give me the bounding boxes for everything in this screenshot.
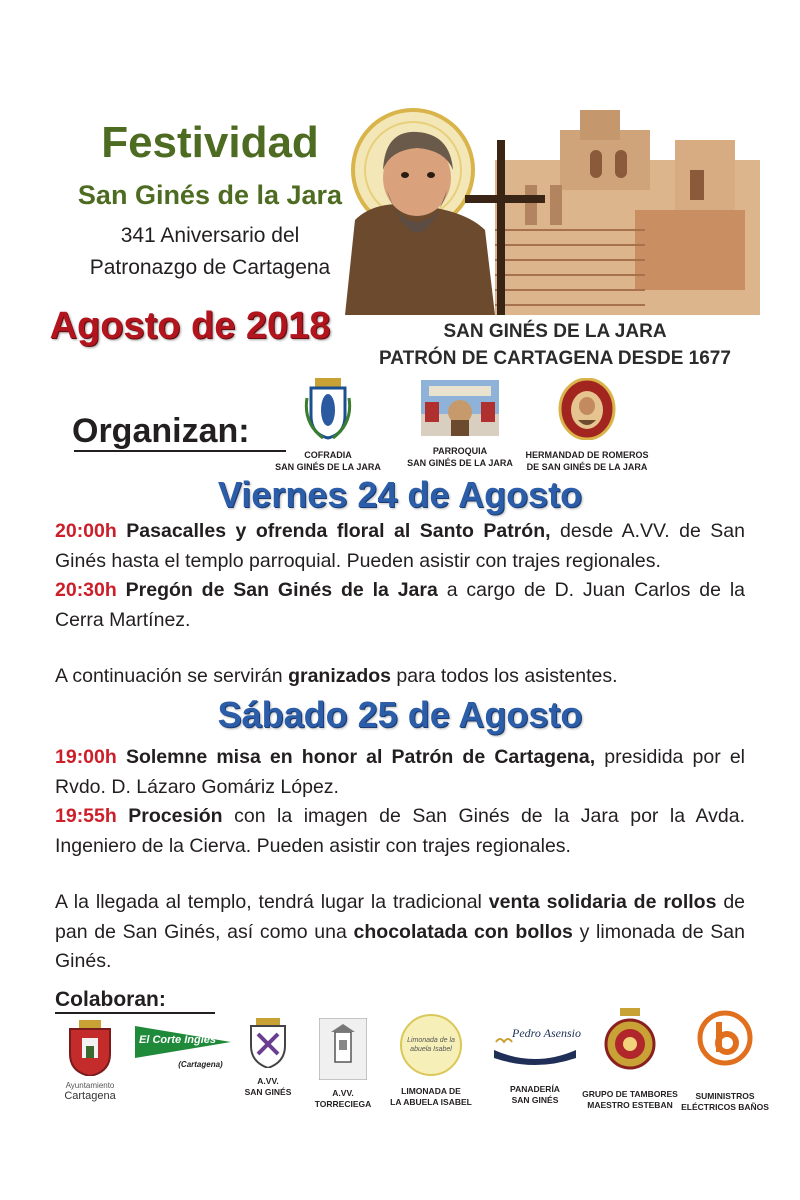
- sponsor-avv-torreciega: [310, 1018, 376, 1110]
- el-corte-ingles-logo: [133, 1024, 233, 1060]
- friday-note-highlight: granizados: [288, 665, 391, 687]
- sponsor-limonada-line-2: LA ABUELA ISABEL: [390, 1097, 472, 1107]
- sponsor-avv-san-gines-line-2: SAN GINÉS: [244, 1087, 292, 1097]
- festival-date: Agosto de 2018: [49, 305, 331, 347]
- organizer-cofradia-line-1: COFRADIA: [304, 450, 352, 460]
- sponsor-tambores-line-1: GRUPO DE TAMBORES: [582, 1089, 678, 1099]
- ayuntamiento-city: Cartagena: [64, 1090, 116, 1102]
- saint-cathedral-illustration: [345, 100, 760, 315]
- el-corte-ingles-text: El Corte Inglés: [139, 1034, 217, 1046]
- saturday-note: [55, 888, 745, 977]
- saturday-event-2: [55, 802, 745, 861]
- sponsor-avv-san-gines: [236, 1018, 300, 1098]
- collaborators-title: Colaboran:: [55, 988, 166, 1011]
- sponsor-ayuntamiento: [58, 1020, 122, 1102]
- friday-note-text-2: para todos los asistentes.: [396, 665, 618, 687]
- organizer-cofradia: [253, 378, 403, 473]
- drum-badge-icon: [602, 1008, 658, 1070]
- medallion-icon: [558, 378, 616, 440]
- friday-event-2-title: Pregón de San Ginés de la Jara: [125, 579, 438, 601]
- ayuntamiento-label: Ayuntamiento: [65, 1081, 115, 1090]
- sponsor-tambores-line-2: MAESTRO ESTEBAN: [587, 1100, 673, 1110]
- sponsor-avv-torreciega-line-2: TORRECIEGA: [314, 1099, 372, 1109]
- bakery-logo: [490, 1022, 580, 1066]
- lemon-logo-icon: [400, 1014, 462, 1076]
- saturday-event-1: [55, 743, 745, 802]
- sponsor-panaderia-line-2: SAN GINÉS: [511, 1095, 559, 1105]
- patron-caption: [335, 318, 775, 372]
- friday-event-1-desc: desde A.VV. de San Ginés hasta el templo parroquial. Pueden asistir con trajes regionales.: [55, 520, 745, 572]
- sponsor-el-corte-ingles: [133, 1024, 238, 1069]
- sponsor-avv-san-gines-line-1: A.VV.: [257, 1076, 279, 1086]
- sponsor-panaderia: [487, 1022, 583, 1106]
- saturday-event-1-title: Solemne misa en honor al Patrón de Cartagena,: [125, 746, 596, 768]
- saturday-event-2-desc: con la imagen de San Ginés de la Jara por la Avda. Ingeniero de la Cierva. Pueden asistir con trajes regionales.: [55, 805, 746, 857]
- saturday-event-2-title: Procesión: [128, 805, 223, 827]
- city-coat-of-arms-icon: [65, 1020, 115, 1076]
- saturday-note-text-2: de pan de San Ginés, así como una: [55, 891, 746, 943]
- el-corte-ingles-sub: (Cartagena): [178, 1060, 223, 1069]
- sponsor-limonada-line-1: LIMONADA DE: [401, 1086, 461, 1096]
- friday-event-2-desc: a cargo de D. Juan Carlos de la Cerra Martínez.: [55, 579, 745, 631]
- organizer-parroquia-line-1: PARROQUIA: [432, 446, 488, 456]
- friday-event-2: [55, 576, 745, 635]
- coat-of-arms-icon: [303, 378, 353, 440]
- anniversary-text: [40, 220, 380, 284]
- shield-icon: [248, 1018, 288, 1068]
- organizer-hermandad-line-2: DE SAN GINÉS DE LA JARA: [526, 462, 648, 472]
- cathedral-ruins-icon: [495, 110, 760, 315]
- friday-event-1-time: 20:00h: [55, 520, 117, 542]
- friday-note: [55, 662, 745, 692]
- saturday-event-1-time: 19:00h: [55, 746, 117, 768]
- friday-note-text-1: A continuación se servirán: [55, 665, 283, 687]
- friday-heading: Viernes 24 de Agosto: [217, 474, 583, 515]
- patron-line-2: PATRÓN DE CARTAGENA DESDE 1677: [379, 348, 731, 369]
- friday-event-2-time: 20:30h: [55, 579, 117, 601]
- limonada-logo-text: Limonada de la abuela Isabel: [407, 1037, 455, 1053]
- anniversary-line-1: 341 Aniversario del: [120, 224, 300, 247]
- sponsor-limonada: [383, 1014, 479, 1108]
- friday-event-1-title: Pasacalles y ofrenda floral al Santo Patrón,: [126, 520, 551, 542]
- sponsor-suministros: [680, 1010, 770, 1113]
- saturday-event-1-desc: presidida por el Rvdo. D. Lázaro Gomáriz López.: [55, 746, 745, 798]
- anniversary-line-2: Patronazgo de Cartagena: [89, 256, 331, 279]
- friday-event-1: [55, 517, 745, 576]
- bakery-logo-text: Pedro Asensio: [512, 1026, 581, 1040]
- parish-photo-icon: [421, 380, 499, 436]
- festival-title: Festividad: [101, 118, 319, 167]
- saturday-note-text-3: y limonada de San Ginés.: [55, 920, 745, 972]
- festival-subtitle: San Ginés de la Jara: [77, 180, 343, 210]
- sponsor-suministros-line-1: SUMINISTROS: [695, 1091, 755, 1101]
- tower-icon: [319, 1018, 367, 1080]
- saturday-heading: Sábado 25 de Agosto: [217, 694, 583, 735]
- patron-line-1: SAN GINÉS DE LA JARA: [443, 321, 667, 342]
- sponsor-panaderia-line-1: PANADERÍA: [510, 1084, 560, 1094]
- organizer-cofradia-line-2: SAN GINÉS DE LA JARA: [275, 462, 381, 472]
- collaborators-underline: [55, 1012, 215, 1014]
- saturday-note-highlight-1: venta solidaria de rollos: [488, 891, 717, 913]
- letter-b-logo-icon: [697, 1010, 753, 1066]
- sponsor-tambores: [582, 1008, 678, 1111]
- organizer-hermandad: [512, 378, 662, 473]
- saturday-event-2-time: 19:55h: [55, 805, 117, 827]
- organizers-title: Organizan:: [72, 412, 250, 450]
- organizer-parroquia-line-2: SAN GINÉS DE LA JARA: [407, 458, 513, 468]
- sponsor-avv-torreciega-line-1: A.VV.: [332, 1088, 354, 1098]
- saturday-note-text-1: A la llegada al templo, tendrá lugar la tradicional: [55, 891, 482, 913]
- saturday-note-highlight-2: chocolatada con bollos: [353, 920, 573, 943]
- organizer-hermandad-line-1: HERMANDAD DE ROMEROS: [525, 450, 649, 460]
- sponsor-suministros-line-2: ELÉCTRICOS BAÑOS: [681, 1102, 769, 1112]
